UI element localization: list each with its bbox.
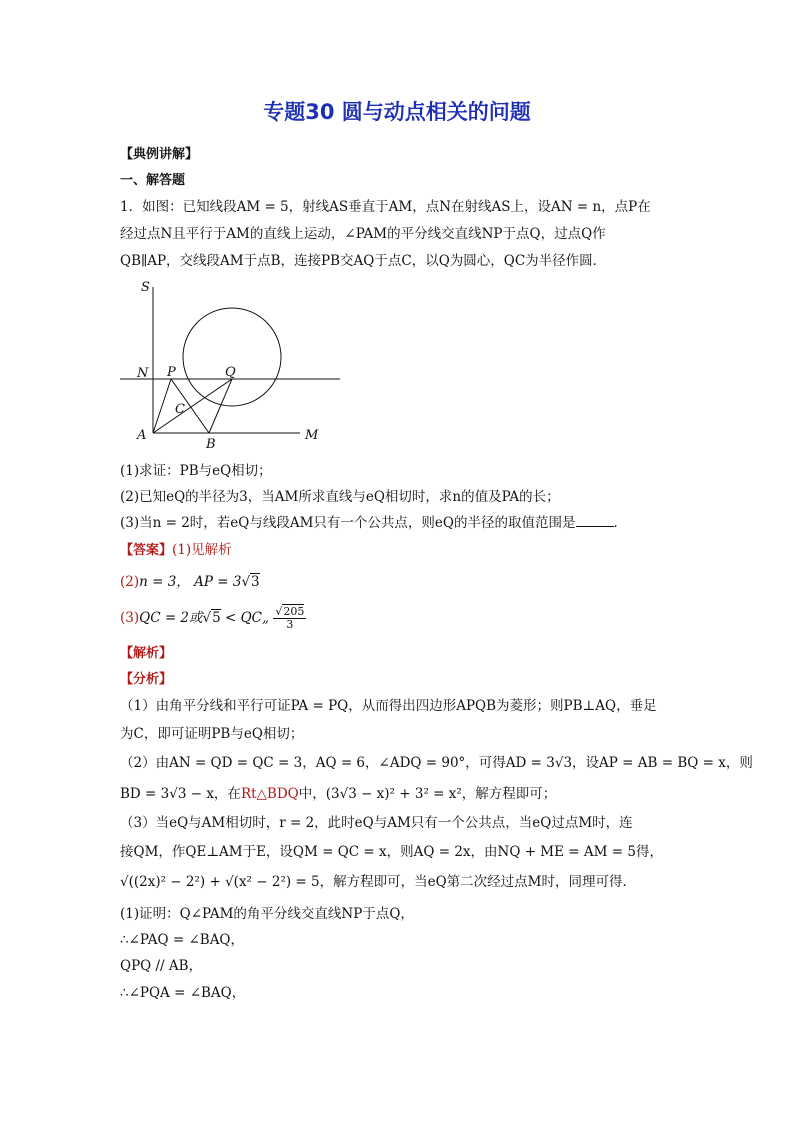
answer-3-frac-num: 205 [283,605,305,618]
answer-label: 【答案】 [120,543,173,558]
question-3-end: ． [613,515,627,531]
label-C: C [175,402,185,417]
label-A: A [137,428,147,443]
answer-3-fraction: $\frac{√205}{3}$ [275,605,305,631]
answer-2-n: n = 3， [139,574,190,590]
analysis-p2-line2 [120,785,556,803]
answer-3-prefix: (3) [120,610,140,626]
problem-line-2: 经过点N且平行于AM的直线上运动，∠PAM的平分线交直线NP于点Q，过点Q作 [120,226,606,242]
problem-line-1: 1．如图：已知线段AM = 5，射线AS垂直于AM，点N在射线AS上，设AN = n，点P在 [120,199,651,215]
question-3-text: (3)当n = 2时，若eQ与线段AM只有一个公共点，则eQ的半径的取值范围是 [120,515,576,531]
proof-line-2: ∴∠PAQ = ∠BAQ， [120,932,245,948]
segment-AP [153,379,171,433]
section-header: 【典例讲解】 [120,147,199,162]
label-S: S [141,280,150,295]
answer-1: (1)见解析 [172,542,232,558]
answer-3-expr-b: < QC„ [220,610,270,626]
page-title: 专题30 圆与动点相关的问题 [263,100,531,124]
analysis-p2-line2-red: Rt△BDQ [240,786,299,802]
proof-line-4: ∴∠PQA = ∠BAQ， [120,985,246,1001]
answer-blank [576,514,614,527]
analysis-p3-line3: √((2x)² − 2²) + √(x² − 2²) = 5，解方程即可，当eQ第二次经过点M时，同理可得． [120,874,636,890]
answer-3-frac-den: 3 [286,618,294,631]
analysis-label: 【解析】 [120,646,173,661]
label-N: N [137,366,149,381]
answer-3-expr-a: QC = 2或 [139,610,203,626]
answer-line-2: (2)n = 3， AP = 3√3 [120,574,260,590]
problem-line-3: QB∥AP，交线段AM于点B，连接PB交AQ于点C，以Q为圆心，QC为半径作圆． [120,253,607,269]
part-header: 一、解答题 [120,173,186,188]
analysis-p1-line1: （1）由角平分线和平行可证PA = PQ，从而得出四边形APQB为菱形；则PB⊥AQ，垂足 [120,698,657,714]
analysis-p2-line2-b: 中，(3√3 − x)² + 3² = x²，解方程即可； [298,786,557,802]
question-2: (2)已知eQ的半径为3，当AM所求直线与eQ相切时，求n的值及PA的长； [120,489,560,505]
analysis-p2-line2-a: BD = 3√3 − x，在 [120,786,241,802]
answer-2-ap: AP = 3 [194,574,242,590]
answer-3-rad5: 5 [212,610,221,626]
analysis-p3-line2: 接QM，作QE⊥AM于E，设QM = QC = x，则AQ = 2x，由NQ + ME = AM = 5得， [120,844,663,860]
label-P: P [167,365,176,380]
label-Q: Q [225,365,236,380]
question-1: (1)求证：PB与eQ相切； [120,463,272,479]
answer-2-prefix: (2) [120,574,140,590]
label-M: M [305,428,319,443]
answer-line-1 [120,541,232,560]
answer-line-3: (3)QC = 2或√5 < QC„ $\frac{√205}{3}$ [120,605,305,631]
analysis-sub-label: 【分析】 [120,672,173,687]
analysis-p2-line1: （2）由AN = QD = QC = 3，AQ = 6，∠ADQ = 90°，可得AD = 3√3，设AP = AB = BQ = x，则 [120,755,753,771]
label-B: B [206,437,216,452]
analysis-p1-line2: 为C，即可证明PB与eQ相切； [120,726,304,742]
proof-line-3: QPQ // AB， [120,958,203,974]
proof-line-1: (1)证明：Q∠PAM的角平分线交直线NP于点Q， [120,906,414,922]
analysis-p3-line1: （3）当eQ与AM相切时，r = 2，此时eQ与AM只有一个公共点，当eQ过点M时，连 [120,815,633,831]
geometry-figure [115,275,355,455]
question-3 [120,514,627,532]
circle-Q [183,308,281,406]
answer-2-radicand: 3 [251,574,260,590]
